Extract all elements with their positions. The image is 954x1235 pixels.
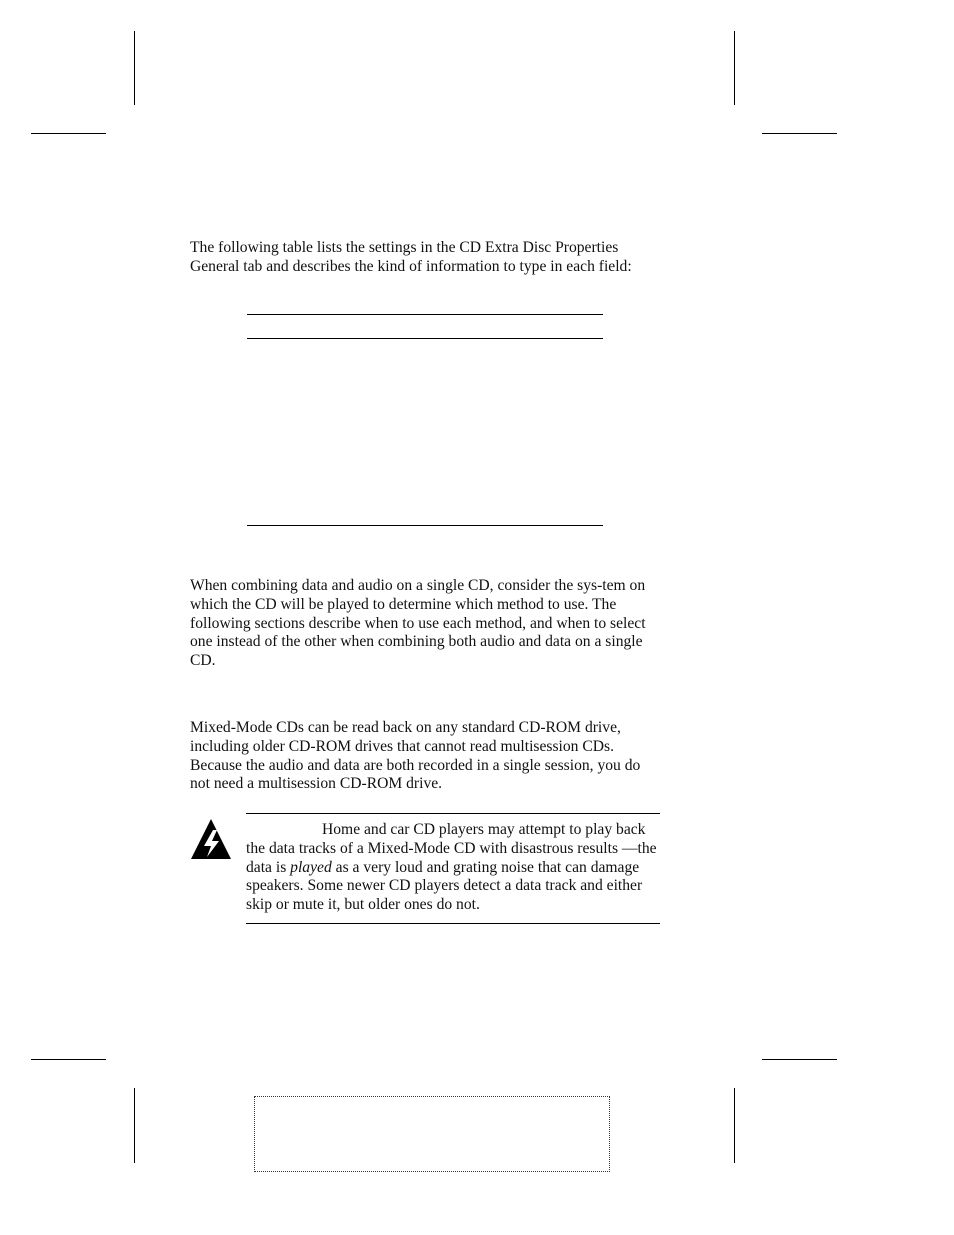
intro-paragraph: The following table lists the settings in the CD Extra Disc Properties General tab and describes the kind of information to type in each field: xyxy=(190,239,632,275)
crop-mark xyxy=(734,31,735,105)
table-header-rule xyxy=(247,338,603,339)
mixed-mode-paragraph: Mixed-Mode CDs can be read back on any standard CD-ROM drive, including older CD-ROM drives that cannot read multisession CDs. Because the audio and data are both recorded in a single session, you do not need a multisession CD-ROM drive. xyxy=(190,719,641,793)
warning-text xyxy=(246,821,660,915)
warning-text-start: Home and car CD players may attempt to play back the data tracks of a Mixed-Mode CD with disastrous results —the data is xyxy=(246,821,657,876)
warning-lightning-icon xyxy=(190,818,232,860)
crop-mark xyxy=(134,1088,135,1163)
table-top-rule xyxy=(247,314,603,315)
crop-mark xyxy=(134,31,135,105)
table-bottom-rule xyxy=(247,525,603,526)
crop-mark xyxy=(762,133,837,134)
crop-mark xyxy=(31,1059,106,1060)
warning-top-rule xyxy=(246,813,660,814)
footer-box xyxy=(254,1096,610,1172)
warning-emphasis: played xyxy=(290,858,332,876)
combining-paragraph: When combining data and audio on a single CD, consider the sys-tem on which the CD will be played to determine which method to use. The following sections describe when to use each method, and when to select one instead of the other when combining both audio and data on a single CD. xyxy=(190,577,646,670)
warning-text-end: as a very loud and grating noise that can damage speakers. Some newer CD players detect a data track and either skip or mute it, but older ones do not. xyxy=(246,858,643,914)
crop-mark xyxy=(734,1088,735,1163)
crop-mark xyxy=(31,133,106,134)
warning-bottom-rule xyxy=(246,923,660,924)
crop-mark xyxy=(762,1059,837,1060)
